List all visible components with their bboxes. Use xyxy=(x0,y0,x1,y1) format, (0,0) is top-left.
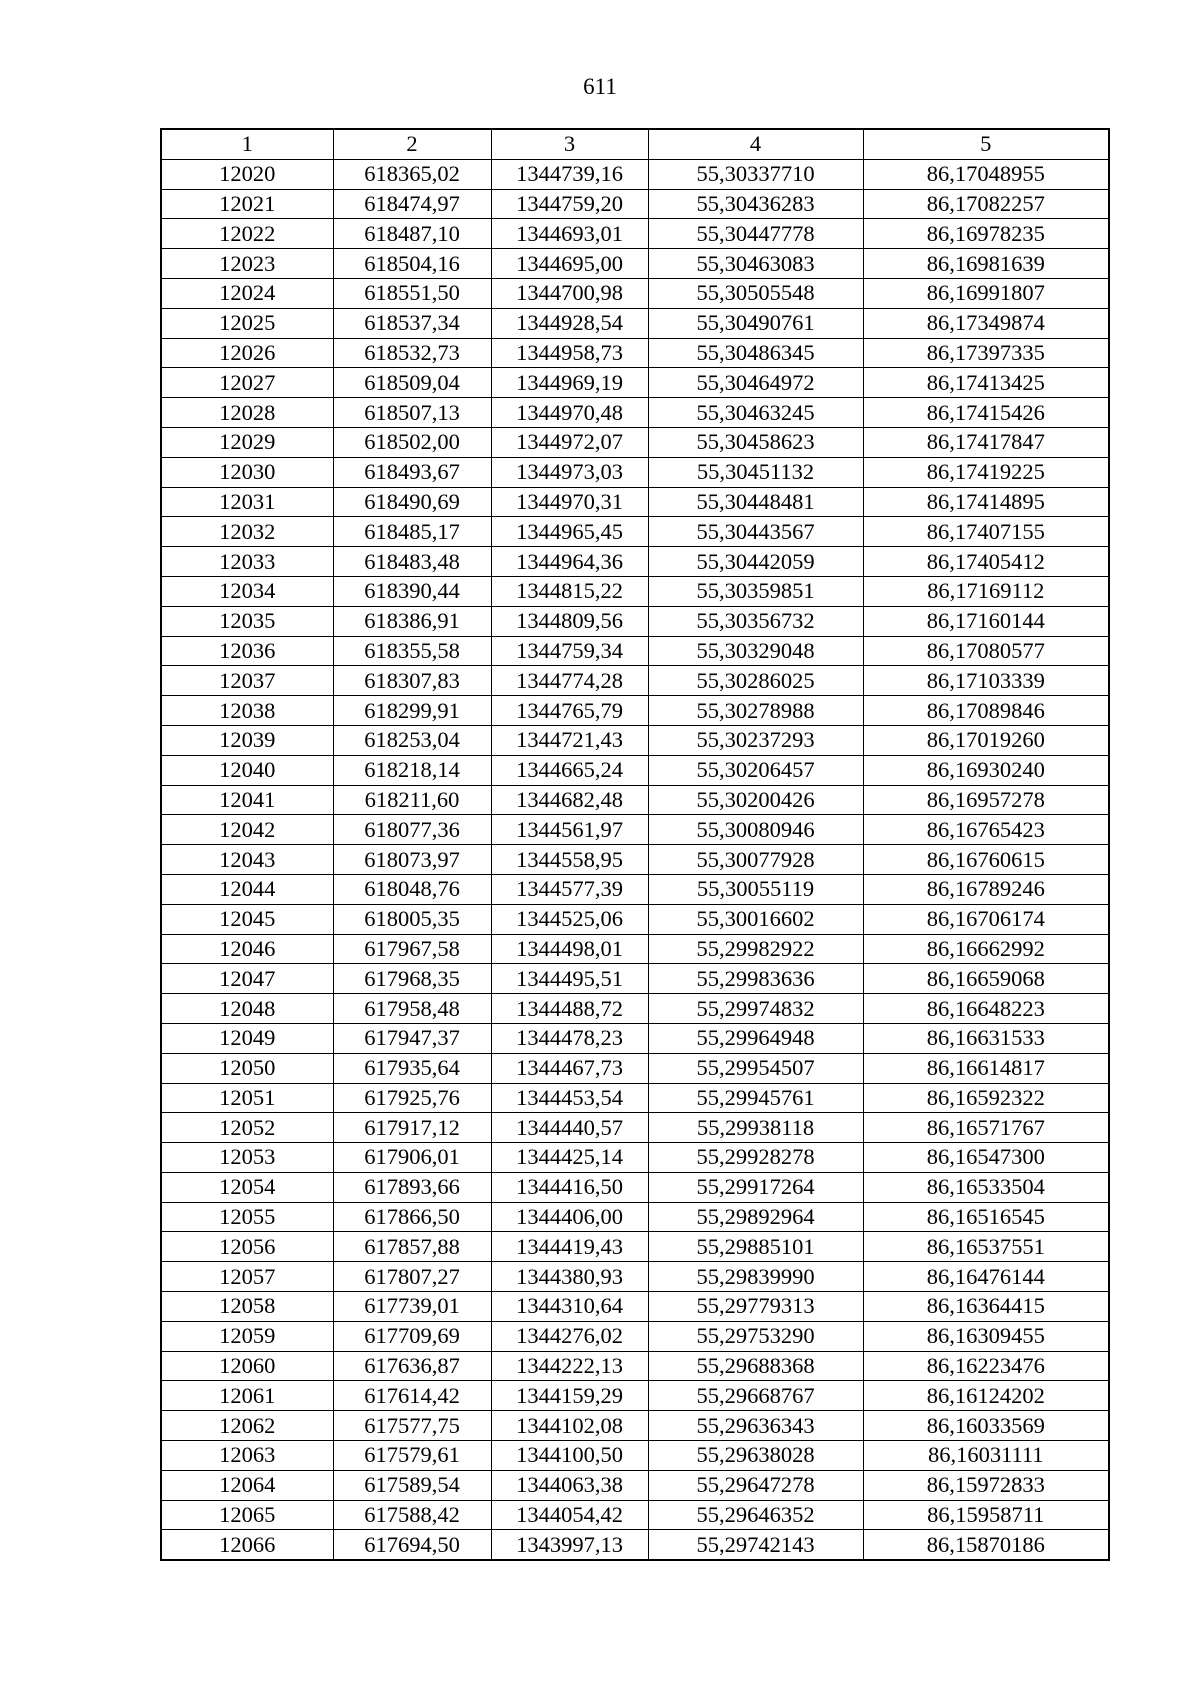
table-row xyxy=(161,249,1109,279)
table-cell-col-1: 12029 xyxy=(161,427,333,457)
table-cell-col-2: 618073,97 xyxy=(333,845,491,875)
table-cell-col-2: 618253,04 xyxy=(333,725,491,755)
table-cell-col-3: 1344488,72 xyxy=(491,994,648,1024)
table-cell-col-5: 86,17080577 xyxy=(863,636,1109,666)
table-cell-col-2: 618365,02 xyxy=(333,159,491,189)
table-cell-col-3: 1344577,39 xyxy=(491,874,648,904)
table-row xyxy=(161,368,1109,398)
table-cell-col-1: 12024 xyxy=(161,278,333,308)
table-cell-col-3: 1344964,36 xyxy=(491,547,648,577)
table-cell-col-4: 55,29885101 xyxy=(648,1232,863,1262)
table-cell-col-2: 618551,50 xyxy=(333,278,491,308)
table-cell-col-3: 1344970,48 xyxy=(491,398,648,428)
table-cell-col-4: 55,30436283 xyxy=(648,189,863,219)
table-cell-col-3: 1344721,43 xyxy=(491,725,648,755)
table-cell-col-1: 12022 xyxy=(161,219,333,249)
table-cell-col-2: 617614,42 xyxy=(333,1381,491,1411)
column-header-3: 3 xyxy=(491,129,648,159)
column-header-4: 4 xyxy=(648,129,863,159)
table-cell-col-3: 1344276,02 xyxy=(491,1321,648,1351)
table-row xyxy=(161,1530,1109,1560)
coordinates-table xyxy=(160,128,1110,1561)
table-cell-col-4: 55,30237293 xyxy=(648,725,863,755)
table-cell-col-3: 1343997,13 xyxy=(491,1530,648,1560)
table-cell-col-2: 618211,60 xyxy=(333,785,491,815)
table-cell-col-5: 86,16223476 xyxy=(863,1351,1109,1381)
table-cell-col-5: 86,16662992 xyxy=(863,934,1109,964)
table-cell-col-4: 55,30337710 xyxy=(648,159,863,189)
table-cell-col-3: 1344693,01 xyxy=(491,219,648,249)
table-cell-col-5: 86,17419225 xyxy=(863,457,1109,487)
table-row xyxy=(161,1232,1109,1262)
table-cell-col-1: 12056 xyxy=(161,1232,333,1262)
table-cell-col-5: 86,16659068 xyxy=(863,964,1109,994)
table-cell-col-4: 55,30505548 xyxy=(648,278,863,308)
table-cell-col-4: 55,30451132 xyxy=(648,457,863,487)
table-cell-col-5: 86,16614817 xyxy=(863,1053,1109,1083)
table-cell-col-2: 618355,58 xyxy=(333,636,491,666)
column-header-5: 5 xyxy=(863,129,1109,159)
table-cell-col-3: 1344425,14 xyxy=(491,1143,648,1173)
table-cell-col-3: 1344739,16 xyxy=(491,159,648,189)
table-cell-col-2: 617967,58 xyxy=(333,934,491,964)
table-cell-col-4: 55,29646352 xyxy=(648,1500,863,1530)
table-cell-col-4: 55,29688368 xyxy=(648,1351,863,1381)
table-cell-col-2: 617709,69 xyxy=(333,1321,491,1351)
table-cell-col-5: 86,16631533 xyxy=(863,1023,1109,1053)
table-cell-col-2: 618048,76 xyxy=(333,874,491,904)
table-cell-col-3: 1344453,54 xyxy=(491,1083,648,1113)
table-cell-col-1: 12031 xyxy=(161,487,333,517)
table-cell-col-5: 86,16765423 xyxy=(863,815,1109,845)
table-cell-col-3: 1344558,95 xyxy=(491,845,648,875)
table-cell-col-2: 618077,36 xyxy=(333,815,491,845)
table-cell-col-5: 86,16957278 xyxy=(863,785,1109,815)
table-cell-col-1: 12063 xyxy=(161,1441,333,1471)
table-row xyxy=(161,1381,1109,1411)
table-cell-col-3: 1344495,51 xyxy=(491,964,648,994)
table-row xyxy=(161,606,1109,636)
table-cell-col-5: 86,16364415 xyxy=(863,1292,1109,1322)
table-row xyxy=(161,189,1109,219)
table-cell-col-2: 618390,44 xyxy=(333,576,491,606)
table-cell-col-4: 55,30329048 xyxy=(648,636,863,666)
table-cell-col-3: 1344774,28 xyxy=(491,666,648,696)
table-cell-col-3: 1344063,38 xyxy=(491,1470,648,1500)
table-cell-col-2: 617577,75 xyxy=(333,1411,491,1441)
table-cell-col-4: 55,29668767 xyxy=(648,1381,863,1411)
table-row xyxy=(161,1500,1109,1530)
table-cell-col-5: 86,16571767 xyxy=(863,1113,1109,1143)
table-cell-col-3: 1344815,22 xyxy=(491,576,648,606)
table-cell-col-1: 12064 xyxy=(161,1470,333,1500)
table-cell-col-5: 86,16309455 xyxy=(863,1321,1109,1351)
table-cell-col-5: 86,15958711 xyxy=(863,1500,1109,1530)
table-cell-col-3: 1344665,24 xyxy=(491,755,648,785)
table-cell-col-4: 55,29974832 xyxy=(648,994,863,1024)
table-cell-col-2: 617958,48 xyxy=(333,994,491,1024)
table-row xyxy=(161,1143,1109,1173)
table-cell-col-5: 86,16033569 xyxy=(863,1411,1109,1441)
table-row xyxy=(161,874,1109,904)
table-cell-col-5: 86,16981639 xyxy=(863,249,1109,279)
table-cell-col-1: 12057 xyxy=(161,1262,333,1292)
table-cell-col-2: 618537,34 xyxy=(333,308,491,338)
table-row xyxy=(161,1083,1109,1113)
table-row xyxy=(161,696,1109,726)
table-cell-col-1: 12039 xyxy=(161,725,333,755)
table-row xyxy=(161,1321,1109,1351)
table-row xyxy=(161,1113,1109,1143)
table-cell-col-5: 86,17397335 xyxy=(863,338,1109,368)
table-cell-col-3: 1344759,20 xyxy=(491,189,648,219)
table-cell-col-1: 12034 xyxy=(161,576,333,606)
table-cell-col-5: 86,16991807 xyxy=(863,278,1109,308)
table-cell-col-1: 12047 xyxy=(161,964,333,994)
table-row xyxy=(161,398,1109,428)
table-cell-col-2: 618493,67 xyxy=(333,457,491,487)
table-row xyxy=(161,964,1109,994)
table-row xyxy=(161,1351,1109,1381)
table-cell-col-4: 55,30447778 xyxy=(648,219,863,249)
table-cell-col-2: 617893,66 xyxy=(333,1172,491,1202)
table-cell-col-2: 617589,54 xyxy=(333,1470,491,1500)
table-cell-col-2: 617906,01 xyxy=(333,1143,491,1173)
table-cell-col-5: 86,17414895 xyxy=(863,487,1109,517)
table-cell-col-1: 12061 xyxy=(161,1381,333,1411)
table-cell-col-1: 12035 xyxy=(161,606,333,636)
table-cell-col-1: 12020 xyxy=(161,159,333,189)
table-cell-col-4: 55,30463245 xyxy=(648,398,863,428)
table-cell-col-2: 618504,16 xyxy=(333,249,491,279)
table-cell-col-5: 86,16476144 xyxy=(863,1262,1109,1292)
table-row xyxy=(161,308,1109,338)
table-cell-col-4: 55,30016602 xyxy=(648,904,863,934)
table-cell-col-3: 1344965,45 xyxy=(491,517,648,547)
table-cell-col-3: 1344809,56 xyxy=(491,606,648,636)
table-cell-col-1: 12054 xyxy=(161,1172,333,1202)
table-cell-col-5: 86,15870186 xyxy=(863,1530,1109,1560)
table-cell-col-1: 12027 xyxy=(161,368,333,398)
table-cell-col-5: 86,17169112 xyxy=(863,576,1109,606)
table-cell-col-1: 12043 xyxy=(161,845,333,875)
table-row xyxy=(161,547,1109,577)
table-cell-col-4: 55,29945761 xyxy=(648,1083,863,1113)
table-cell-col-3: 1344972,07 xyxy=(491,427,648,457)
table-cell-col-3: 1344561,97 xyxy=(491,815,648,845)
table-cell-col-4: 55,29938118 xyxy=(648,1113,863,1143)
page-number: 611 xyxy=(583,74,617,99)
table-cell-col-1: 12040 xyxy=(161,755,333,785)
table-row xyxy=(161,1023,1109,1053)
table-cell-col-5: 86,16978235 xyxy=(863,219,1109,249)
column-header-2: 2 xyxy=(333,129,491,159)
table-cell-col-2: 617694,50 xyxy=(333,1530,491,1560)
table-row xyxy=(161,1202,1109,1232)
table-cell-col-1: 12037 xyxy=(161,666,333,696)
table-cell-col-2: 618474,97 xyxy=(333,189,491,219)
table-cell-col-3: 1344969,19 xyxy=(491,368,648,398)
table-cell-col-4: 55,30486345 xyxy=(648,338,863,368)
table-cell-col-3: 1344973,03 xyxy=(491,457,648,487)
table-cell-col-5: 86,16706174 xyxy=(863,904,1109,934)
table-cell-col-4: 55,29647278 xyxy=(648,1470,863,1500)
table-cell-col-3: 1344498,01 xyxy=(491,934,648,964)
table-row xyxy=(161,576,1109,606)
table-cell-col-4: 55,29954507 xyxy=(648,1053,863,1083)
table-cell-col-1: 12060 xyxy=(161,1351,333,1381)
table-cell-col-4: 55,30443567 xyxy=(648,517,863,547)
table-cell-col-4: 55,30463083 xyxy=(648,249,863,279)
table-cell-col-5: 86,16533504 xyxy=(863,1172,1109,1202)
table-row xyxy=(161,904,1109,934)
table-cell-col-3: 1344406,00 xyxy=(491,1202,648,1232)
table-row xyxy=(161,845,1109,875)
table-cell-col-2: 617739,01 xyxy=(333,1292,491,1322)
table-row xyxy=(161,934,1109,964)
table-row xyxy=(161,427,1109,457)
table-cell-col-4: 55,29983636 xyxy=(648,964,863,994)
table-cell-col-3: 1344416,50 xyxy=(491,1172,648,1202)
table-row xyxy=(161,517,1109,547)
table-cell-col-5: 86,16547300 xyxy=(863,1143,1109,1173)
table-cell-col-5: 86,16031111 xyxy=(863,1441,1109,1471)
table-cell-col-4: 55,29892964 xyxy=(648,1202,863,1232)
table-cell-col-2: 618502,00 xyxy=(333,427,491,457)
table-row xyxy=(161,1292,1109,1322)
table-cell-col-4: 55,30080946 xyxy=(648,815,863,845)
table-cell-col-4: 55,29753290 xyxy=(648,1321,863,1351)
table-cell-col-2: 618307,83 xyxy=(333,666,491,696)
table-row xyxy=(161,1172,1109,1202)
table-cell-col-2: 617917,12 xyxy=(333,1113,491,1143)
table-cell-col-3: 1344525,06 xyxy=(491,904,648,934)
table-cell-col-1: 12046 xyxy=(161,934,333,964)
table-row xyxy=(161,785,1109,815)
table-cell-col-3: 1344928,54 xyxy=(491,308,648,338)
table-cell-col-1: 12030 xyxy=(161,457,333,487)
table-row xyxy=(161,666,1109,696)
table-cell-col-3: 1344054,42 xyxy=(491,1500,648,1530)
table-cell-col-4: 55,30458623 xyxy=(648,427,863,457)
table-cell-col-4: 55,29928278 xyxy=(648,1143,863,1173)
table-cell-col-1: 12021 xyxy=(161,189,333,219)
table-cell-col-1: 12048 xyxy=(161,994,333,1024)
table-cell-col-2: 617925,76 xyxy=(333,1083,491,1113)
table-cell-col-2: 617935,64 xyxy=(333,1053,491,1083)
table-cell-col-3: 1344682,48 xyxy=(491,785,648,815)
table-cell-col-1: 12023 xyxy=(161,249,333,279)
table-cell-col-4: 55,30359851 xyxy=(648,576,863,606)
table-cell-col-5: 86,15972833 xyxy=(863,1470,1109,1500)
table-cell-col-5: 86,17413425 xyxy=(863,368,1109,398)
table-cell-col-1: 12062 xyxy=(161,1411,333,1441)
table-cell-col-4: 55,29636343 xyxy=(648,1411,863,1441)
table-cell-col-4: 55,29742143 xyxy=(648,1530,863,1560)
table-row xyxy=(161,1262,1109,1292)
table-cell-col-2: 618005,35 xyxy=(333,904,491,934)
table-cell-col-4: 55,30490761 xyxy=(648,308,863,338)
table-cell-col-2: 617866,50 xyxy=(333,1202,491,1232)
table-cell-col-3: 1344759,34 xyxy=(491,636,648,666)
table-cell-col-2: 617968,35 xyxy=(333,964,491,994)
table-cell-col-3: 1344970,31 xyxy=(491,487,648,517)
table-row xyxy=(161,636,1109,666)
table-row xyxy=(161,219,1109,249)
table-cell-col-2: 617947,37 xyxy=(333,1023,491,1053)
table-cell-col-3: 1344440,57 xyxy=(491,1113,648,1143)
table-row xyxy=(161,725,1109,755)
table-cell-col-5: 86,17082257 xyxy=(863,189,1109,219)
table-row xyxy=(161,815,1109,845)
table-cell-col-2: 618532,73 xyxy=(333,338,491,368)
table-cell-col-2: 618483,48 xyxy=(333,547,491,577)
table-cell-col-5: 86,17349874 xyxy=(863,308,1109,338)
table-cell-col-5: 86,17407155 xyxy=(863,517,1109,547)
table-cell-col-1: 12055 xyxy=(161,1202,333,1232)
table-cell-col-3: 1344700,98 xyxy=(491,278,648,308)
table-cell-col-5: 86,16537551 xyxy=(863,1232,1109,1262)
table-cell-col-2: 618509,04 xyxy=(333,368,491,398)
table-cell-col-2: 618218,14 xyxy=(333,755,491,785)
table-cell-col-4: 55,30055119 xyxy=(648,874,863,904)
column-header-1: 1 xyxy=(161,129,333,159)
table-cell-col-5: 86,16124202 xyxy=(863,1381,1109,1411)
table-cell-col-5: 86,17019260 xyxy=(863,725,1109,755)
table-cell-col-1: 12051 xyxy=(161,1083,333,1113)
table-cell-col-3: 1344310,64 xyxy=(491,1292,648,1322)
table-header xyxy=(161,129,1109,159)
table-cell-col-3: 1344222,13 xyxy=(491,1351,648,1381)
table-cell-col-5: 86,17048955 xyxy=(863,159,1109,189)
table-cell-col-3: 1344159,29 xyxy=(491,1381,648,1411)
table-cell-col-4: 55,30278988 xyxy=(648,696,863,726)
table-cell-col-4: 55,29779313 xyxy=(648,1292,863,1322)
table-cell-col-1: 12052 xyxy=(161,1113,333,1143)
table-cell-col-2: 618490,69 xyxy=(333,487,491,517)
table-cell-col-4: 55,30286025 xyxy=(648,666,863,696)
table-cell-col-2: 617588,42 xyxy=(333,1500,491,1530)
table-cell-col-3: 1344478,23 xyxy=(491,1023,648,1053)
table-row xyxy=(161,994,1109,1024)
table-cell-col-4: 55,30356732 xyxy=(648,606,863,636)
table-cell-col-4: 55,30077928 xyxy=(648,845,863,875)
header-row xyxy=(161,129,1109,159)
table-cell-col-5: 86,16760615 xyxy=(863,845,1109,875)
table-cell-col-1: 12058 xyxy=(161,1292,333,1322)
table-cell-col-2: 618487,10 xyxy=(333,219,491,249)
table-cell-col-2: 617579,61 xyxy=(333,1441,491,1471)
table-cell-col-1: 12059 xyxy=(161,1321,333,1351)
table-cell-col-3: 1344380,93 xyxy=(491,1262,648,1292)
table-cell-col-4: 55,30464972 xyxy=(648,368,863,398)
table-cell-col-1: 12042 xyxy=(161,815,333,845)
table-cell-col-1: 12045 xyxy=(161,904,333,934)
table-row xyxy=(161,338,1109,368)
table-cell-col-1: 12025 xyxy=(161,308,333,338)
table-cell-col-1: 12026 xyxy=(161,338,333,368)
table-cell-col-3: 1344100,50 xyxy=(491,1441,648,1471)
table-cell-col-3: 1344958,73 xyxy=(491,338,648,368)
table-cell-col-1: 12065 xyxy=(161,1500,333,1530)
table-row xyxy=(161,755,1109,785)
table-cell-col-1: 12066 xyxy=(161,1530,333,1560)
table-cell-col-4: 55,30200426 xyxy=(648,785,863,815)
table-row xyxy=(161,487,1109,517)
table-cell-col-4: 55,30448481 xyxy=(648,487,863,517)
table-row xyxy=(161,159,1109,189)
table-cell-col-1: 12044 xyxy=(161,874,333,904)
table-row xyxy=(161,1441,1109,1471)
table-cell-col-1: 12033 xyxy=(161,547,333,577)
table-cell-col-5: 86,17103339 xyxy=(863,666,1109,696)
table-cell-col-4: 55,30442059 xyxy=(648,547,863,577)
table-cell-col-5: 86,17415426 xyxy=(863,398,1109,428)
table-cell-col-4: 55,29964948 xyxy=(648,1023,863,1053)
table-cell-col-1: 12038 xyxy=(161,696,333,726)
table-cell-col-4: 55,29638028 xyxy=(648,1441,863,1471)
table-cell-col-2: 618507,13 xyxy=(333,398,491,428)
table-cell-col-2: 618299,91 xyxy=(333,696,491,726)
table-cell-col-3: 1344765,79 xyxy=(491,696,648,726)
table-cell-col-5: 86,17160144 xyxy=(863,606,1109,636)
table-row xyxy=(161,1053,1109,1083)
table-cell-col-4: 55,29917264 xyxy=(648,1172,863,1202)
table-cell-col-1: 12050 xyxy=(161,1053,333,1083)
table-cell-col-5: 86,17417847 xyxy=(863,427,1109,457)
table-cell-col-5: 86,16648223 xyxy=(863,994,1109,1024)
table-cell-col-5: 86,16930240 xyxy=(863,755,1109,785)
table-cell-col-3: 1344695,00 xyxy=(491,249,648,279)
table-cell-col-4: 55,29839990 xyxy=(648,1262,863,1292)
table-cell-col-4: 55,29982922 xyxy=(648,934,863,964)
table-cell-col-1: 12053 xyxy=(161,1143,333,1173)
table-cell-col-1: 12028 xyxy=(161,398,333,428)
table-row xyxy=(161,278,1109,308)
table-cell-col-1: 12049 xyxy=(161,1023,333,1053)
table-cell-col-5: 86,17405412 xyxy=(863,547,1109,577)
table-cell-col-3: 1344467,73 xyxy=(491,1053,648,1083)
table-cell-col-5: 86,17089846 xyxy=(863,696,1109,726)
table-cell-col-5: 86,16592322 xyxy=(863,1083,1109,1113)
table-body xyxy=(161,159,1109,1560)
table-cell-col-1: 12041 xyxy=(161,785,333,815)
table-cell-col-3: 1344102,08 xyxy=(491,1411,648,1441)
table-cell-col-1: 12032 xyxy=(161,517,333,547)
table-cell-col-1: 12036 xyxy=(161,636,333,666)
table-cell-col-3: 1344419,43 xyxy=(491,1232,648,1262)
table-cell-col-4: 55,30206457 xyxy=(648,755,863,785)
table-cell-col-2: 617857,88 xyxy=(333,1232,491,1262)
table-row xyxy=(161,1470,1109,1500)
table-cell-col-2: 618485,17 xyxy=(333,517,491,547)
table-cell-col-2: 617807,27 xyxy=(333,1262,491,1292)
table-row xyxy=(161,1411,1109,1441)
table-cell-col-5: 86,16789246 xyxy=(863,874,1109,904)
table-cell-col-5: 86,16516545 xyxy=(863,1202,1109,1232)
table-row xyxy=(161,457,1109,487)
table-cell-col-2: 617636,87 xyxy=(333,1351,491,1381)
table-cell-col-2: 618386,91 xyxy=(333,606,491,636)
